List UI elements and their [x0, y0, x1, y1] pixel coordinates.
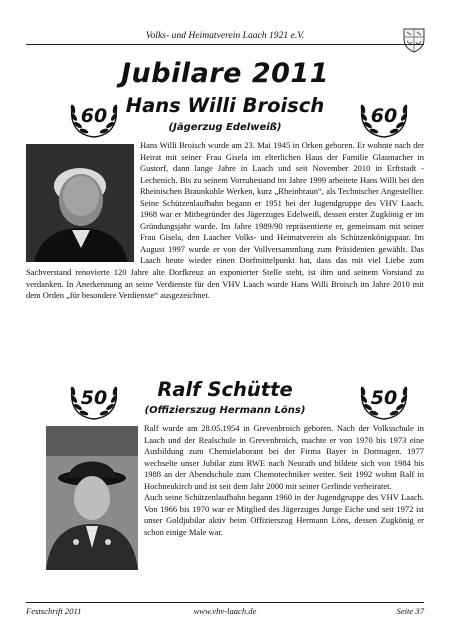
age-label: 60	[80, 105, 108, 127]
page-number: Seite 37	[396, 606, 424, 616]
age-label: 60	[370, 105, 398, 127]
footer-website-link[interactable]: www.vhv-laach.de	[193, 606, 257, 616]
jubilar1-subtitle: (Jägerzug Edelweiß)	[168, 122, 282, 133]
age-label: 50	[80, 387, 108, 409]
jubilar1-biography	[26, 140, 424, 302]
jubilar2-text-paragraph-2: Auch seine Schützenlaufbahn begann 1960 in der Jugendgruppe des VHV Laach. Von 1966 bis 1970 war er Mitglied des Jägerzuges Junge Eiche und seit 1972 ist unser Goldjubilar aktiv beim Offizierszug Hermann Löns, dessen Zugkönig er schon einige Male war.	[144, 492, 424, 537]
jubilar2-biography	[26, 423, 424, 573]
jubilar2-subtitle: (Offizierszug Hermann Löns)	[144, 405, 306, 416]
age-label: 50	[370, 387, 398, 409]
jubilar1-name: Hans Willi Broisch	[125, 94, 325, 117]
page-title: Jubilare 2011	[121, 58, 329, 89]
footer-left: Festschrift 2011	[26, 606, 82, 616]
jubilar2-text-paragraph-1: Ralf wurde am 28.05.1954 in Grevenbroich geboren. Nach der Volksschule in Laach und der Realschule in Grevenbroich, machte er von 1970 bis 1973 eine Ausbildung zum Chemielaborant bei der Firma Bayer in Dormagen. 1977 wechselte unser Jubilar zum RWE nach Neurath und bildete sich von 1984 bis 1988 an der Abendschule zum Chemotechniker weiter. Seit 1992 wohnt Ralf in Hochneukirch und ist seit dem Jahr 2000 mit seiner Gerlinde verheiratet.	[144, 423, 424, 491]
photo-wrap-spacer	[26, 140, 140, 264]
jubilar1-text: Hans Willi Broisch wurde am 23. Mai 1945 in Orken geboren. Er wohnte nach der Heirat mit seiner Frau Gisela im elterlichen Haus der Familie Glasmacher in Gustorf, dann lange Jahre in Laach und seit November 2010 in Erftstadt - Lechenich. Bis zu seinem Vorruhestand im Jahre 1999 arbeitete Hans Willi bei den Rheinischen Braunkohle Werken, kurz „Rheinbraun“, als Technischer Angestellter. Seine Schützenlaufbahn begann er 1951 bei der Jugendgruppe des VHV Laach. 1968 war er Mitbegründer des Jägerzuges Edelweiß, dessen erster Zugkönig er im Gründungsjahr wurde. Im Jahre 1989/90 repräsentierte er, gemeinsam mit seiner Frau Gisela, den Laacher Volks- und Heimatverein als Schützenkönigspaar. Im August 1997 wurde er von der Vollversammlung zum Präsidenten gewählt. Das Laach heute wieder einen Dorfmittelpunkt hat, dass das mit viel Liebe zum Sachverstand renovierte 120 Jahre alte Dorfkreuz an exponierter Stelle steht, ist ihm und seinem Vorstand zu verdanken. In Anerkennung an seine Verdienste für den VHV Laach wurde Hans Willi Broisch im Jahre 2010 mit dem Orden „für besondere Verdienste“ ausgezeichnet.	[26, 140, 424, 301]
header-rule	[26, 44, 424, 45]
photo-wrap-spacer	[26, 423, 144, 573]
header-title: Volks- und Heimatverein Laach 1921 e.V.	[145, 30, 305, 41]
coat-of-arms-icon	[401, 27, 427, 53]
footer-rule	[26, 602, 424, 603]
jubilar2-name: Ralf Schütte	[157, 378, 293, 401]
